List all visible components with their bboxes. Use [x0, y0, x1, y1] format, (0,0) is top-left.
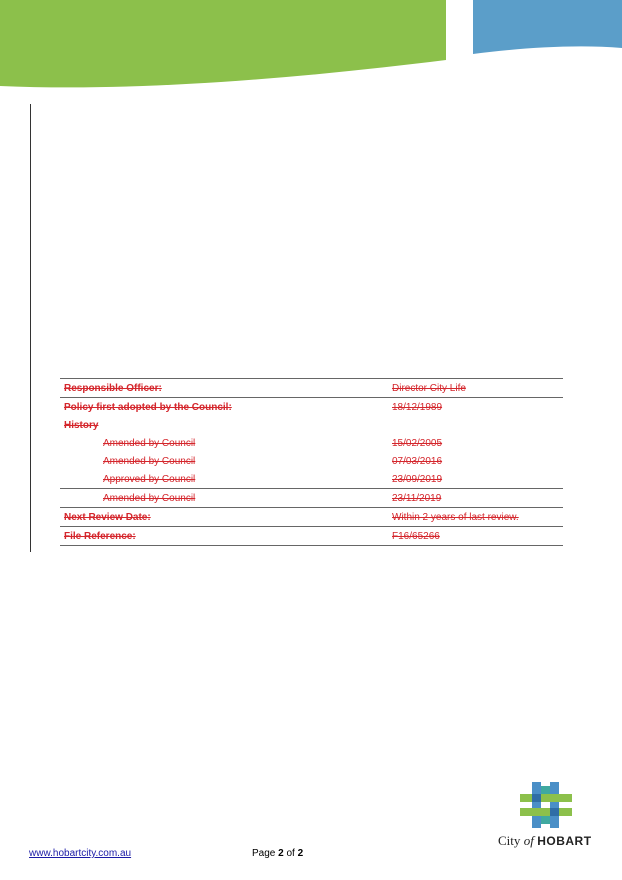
- policy-details-table: [60, 378, 563, 546]
- history-entry-label: Amended by Council: [103, 437, 196, 449]
- next-review-value: Within 2 years of last review.: [386, 508, 563, 527]
- logo-hobart: HOBART: [537, 834, 592, 848]
- history-entry-date: 23/09/2019: [386, 470, 563, 489]
- table-row: [60, 379, 563, 398]
- table-row: [60, 452, 563, 470]
- history-entry-label: Amended by Council: [60, 489, 386, 508]
- page-number: [252, 848, 303, 859]
- history-entry-date: 23/11/2019: [386, 489, 563, 508]
- file-reference-label: File Reference:: [60, 527, 386, 546]
- table-row: [60, 470, 563, 489]
- responsible-officer-label: Responsible Officer:: [60, 379, 386, 398]
- city-of-hobart-logo: [498, 782, 598, 852]
- history-label: History: [64, 419, 99, 431]
- file-reference-value: F16/65266: [386, 527, 563, 546]
- history-entry-label: Amended by Council: [103, 455, 196, 467]
- website-link[interactable]: www.hobartcity.com.au: [29, 848, 132, 859]
- table-row: [60, 398, 563, 417]
- revision-change-bar: [30, 104, 31, 552]
- history-entry-label: Approved by Council: [60, 470, 386, 489]
- logo-of: of: [523, 833, 534, 848]
- header-blue-band: [473, 0, 622, 54]
- page-prefix: Page: [252, 848, 276, 859]
- table-row: [60, 508, 563, 527]
- header-banner: [0, 0, 622, 100]
- header-green-band: [0, 0, 446, 87]
- page-of: of: [286, 848, 295, 859]
- table-row: [60, 416, 563, 434]
- table-row: [60, 527, 563, 546]
- history-entry-date: 15/02/2005: [392, 437, 443, 449]
- logo-wordmark: [498, 833, 592, 849]
- first-adopted-value: 18/12/1989: [392, 401, 443, 413]
- history-entry-date: 07/03/2016: [392, 455, 443, 467]
- table-row: [60, 434, 563, 452]
- page-current: 2: [278, 848, 284, 859]
- logo-city: City: [498, 833, 521, 848]
- page-total: 2: [297, 848, 304, 859]
- table-row: [60, 489, 563, 508]
- next-review-label: Next Review Date:: [60, 508, 386, 527]
- first-adopted-label: Policy first adopted by the Council:: [64, 401, 232, 413]
- responsible-officer-value: Director City Life: [386, 379, 563, 398]
- hobart-cross-icon: [520, 782, 572, 828]
